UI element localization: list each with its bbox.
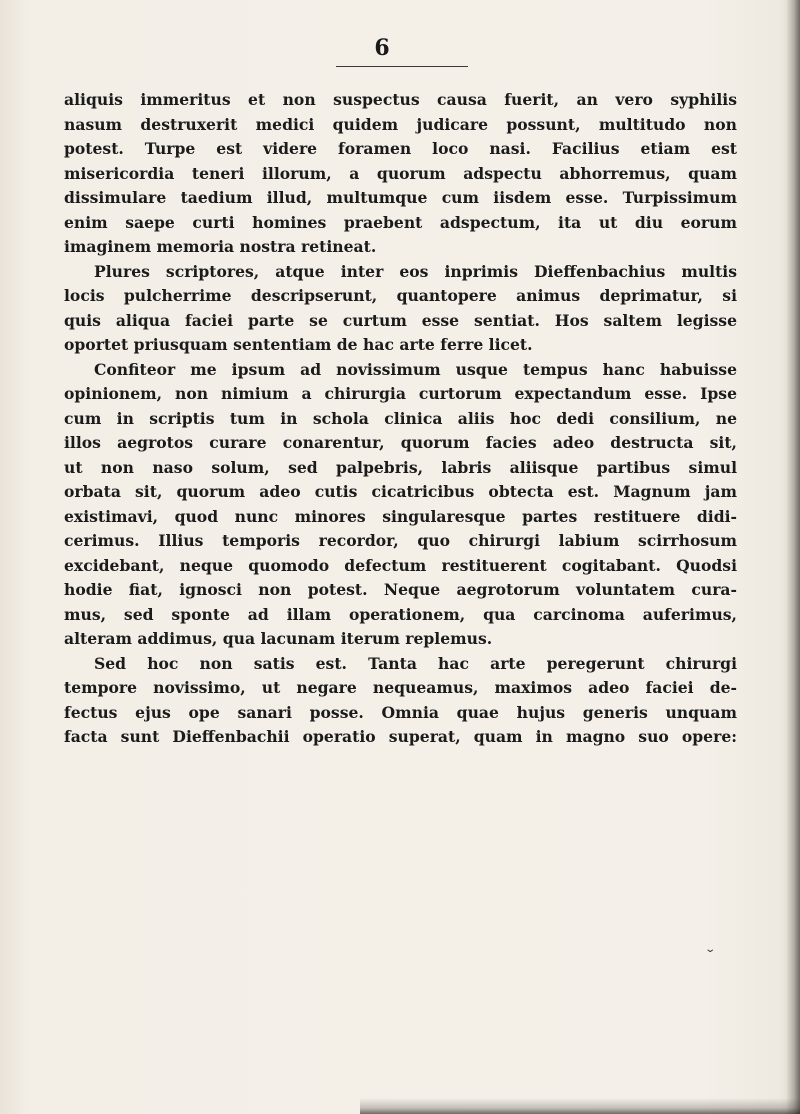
text-line: facta sunt Dieffenbachii operatio superat, quam in magno suo opere: [64, 727, 737, 746]
text-line: Plures scriptores, atque inter eos inprimis Dieffenbachius multis [94, 261, 737, 281]
text-line: alteram addimus, qua lacunam iterum replemus. [64, 629, 493, 648]
paragraph-4 [64, 652, 737, 750]
page-bottom-edge [360, 1098, 800, 1114]
text-line: oportet priusquam sententiam de hac arte ferre licet. [64, 335, 533, 354]
text-line: excidebant, neque quomodo defectum restituerent cogitabant. Quodsi [64, 555, 737, 575]
text-line: mus, sed sponte ad illam operationem, qua carcinoma auferimus, [64, 604, 737, 624]
paragraph-1 [64, 88, 737, 260]
text-line: ut non naso solum, sed palpebris, labris aliisque partibus simul [64, 457, 737, 477]
paragraph-3 [64, 358, 737, 652]
text-line: hodie fiat, ignosci non potest. Neque aegrotorum voluntatem cura- [64, 580, 737, 599]
text-line: illos aegrotos curare conarentur, quorum facies adeo destructa sit, [64, 433, 737, 452]
text-line: quis aliqua faciei parte se curtum esse sentiat. Hos saltem legisse [64, 310, 737, 330]
text-line: imaginem memoria nostra retineat. [64, 237, 377, 256]
text-line: fectus ejus ope sanari posse. Omnia quae hujus generis unquam [64, 702, 737, 722]
text-line: potest. Turpe est videre foramen loco nasi. Facilius etiam est [64, 139, 737, 158]
text-line: aliquis immeritus et non suspectus causa fuerit, an vero syphilis [64, 90, 737, 109]
text-line: orbata sit, quorum adeo cutis cicatricibus obtecta est. Magnum jam [64, 482, 737, 501]
text-line: Confiteor me ipsum ad novissimum usque tempus hanc habuisse [94, 359, 737, 379]
text-line: enim saepe curti homines praebent adspectum, ita ut diu eorum [64, 212, 737, 232]
text-line: tempore novissimo, ut negare nequeamus, maximos adeo faciei de- [64, 678, 737, 697]
text-line: opinionem, non nimium a chirurgia curtorum expectandum esse. Ipse [64, 384, 737, 403]
text-line: misericordia teneri illorum, a quorum adspectu abhorremus, quam [64, 163, 737, 183]
catchword-mark: ⌄ [704, 944, 717, 955]
page-gutter-shadow [786, 0, 800, 1114]
text-line: cerimus. Illius temporis recordor, quo chirurgi labium scirrhosum [64, 531, 737, 550]
header-rule [336, 66, 468, 67]
body-text [64, 88, 737, 750]
text-line: cum in scriptis tum in schola clinica aliis hoc dedi consilium, ne [64, 408, 737, 428]
text-line: locis pulcherrime descripserunt, quantopere animus deprimatur, si [64, 286, 737, 305]
text-line: existimavi, quod nunc minores singularesque partes restituere didi- [64, 506, 737, 526]
text-line: Sed hoc non satis est. Tanta hac arte peregerunt chirurgi [94, 653, 737, 673]
text-line: nasum destruxerit medici quidem judicare possunt, multitudo non [64, 114, 737, 134]
page-number: 6 [374, 35, 390, 61]
paragraph-2 [64, 260, 737, 358]
text-line: dissimulare taedium illud, multumque cum iisdem esse. Turpissimum [64, 188, 737, 207]
